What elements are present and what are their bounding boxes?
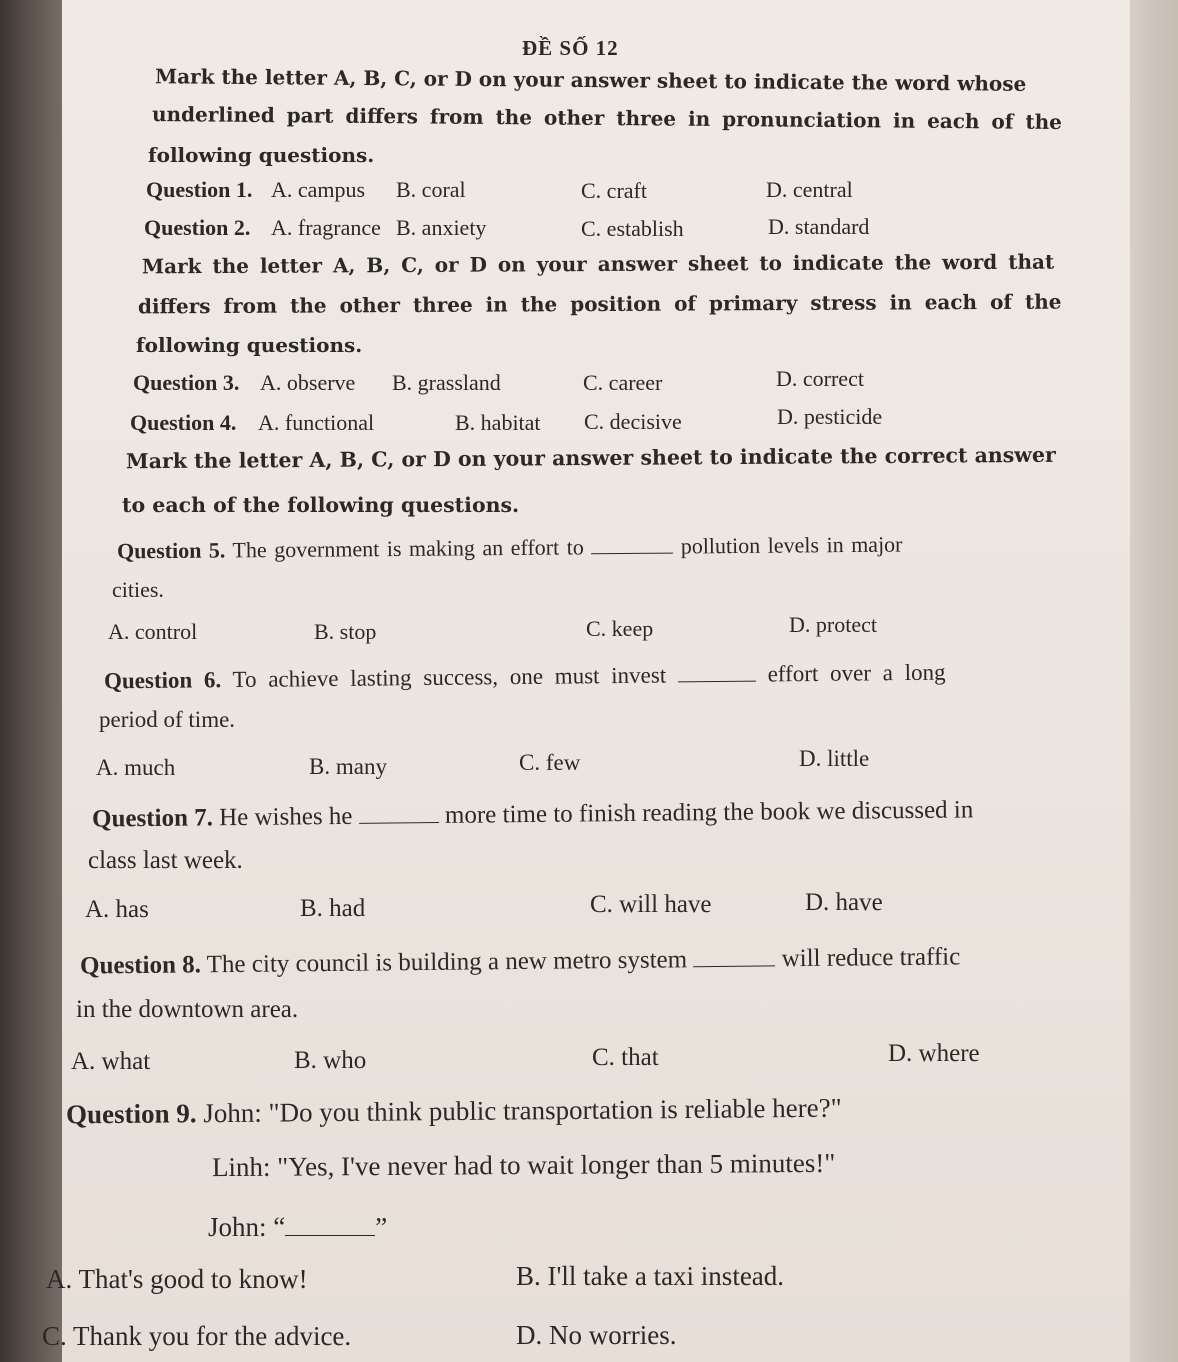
option-c: C. establish xyxy=(581,216,684,241)
option-a: A. observe xyxy=(260,370,356,395)
option-d: D. standard xyxy=(768,214,870,239)
question-label: Question 7. xyxy=(91,804,214,833)
question-stem: To achieve lasting success, one must invest xyxy=(232,662,667,693)
question-label: Question 3. xyxy=(133,370,240,395)
question-label: Question 2. xyxy=(144,215,251,240)
question-label: Question 1. xyxy=(146,177,253,202)
option-c: C. decisive xyxy=(584,409,682,434)
answer-blank xyxy=(591,531,673,555)
question-label: Question 5. xyxy=(116,537,226,564)
section2-instruction-line2: differs from the other three in the position of primary stress in each of the xyxy=(137,289,1062,319)
question-stem-continued: pollution levels in major xyxy=(680,531,903,559)
dialogue-line-john: John: "Do you think public transportation is reliable here?" xyxy=(203,1092,842,1129)
question-3 xyxy=(133,370,239,396)
section1-instruction-line3: following questions. xyxy=(148,143,375,167)
option-b: B. I'll take a taxi instead. xyxy=(516,1261,785,1291)
option-c: C. few xyxy=(519,750,581,775)
answer-blank xyxy=(693,940,775,967)
option-b: B. habitat xyxy=(455,410,541,435)
dialogue-line-linh: Linh: "Yes, I've never had to wait longer than 5 minutes!" xyxy=(211,1147,836,1183)
option-a: A. much xyxy=(96,755,176,780)
question-label: Question 9. xyxy=(65,1098,197,1130)
section1-instruction-line2: underlined part differs from the other three in pronunciation in each of the xyxy=(151,102,1063,134)
question-stem-end: period of time. xyxy=(99,707,236,732)
question-stem-end: cities. xyxy=(112,577,164,602)
option-d: D. little xyxy=(799,746,870,771)
question-stem-end: class last week. xyxy=(88,847,243,874)
option-a: A. has xyxy=(85,896,149,923)
option-b: B. anxiety xyxy=(396,215,487,240)
option-c: C. will have xyxy=(590,891,712,918)
reply-open-quote: John: “ xyxy=(208,1212,286,1242)
answer-blank xyxy=(678,658,756,683)
option-b: B. many xyxy=(309,754,387,779)
question-label: Question 4. xyxy=(130,410,237,435)
desk-background-right xyxy=(1130,0,1178,1362)
section3-instruction-line2: to each of the following questions. xyxy=(122,493,520,517)
option-a: A. fragrance xyxy=(271,215,381,240)
answer-blank xyxy=(285,1208,375,1236)
question-stem-end: in the downtown area. xyxy=(76,996,299,1023)
question-1 xyxy=(146,177,252,203)
answer-blank xyxy=(359,797,439,824)
option-b: B. stop xyxy=(314,619,377,644)
option-d: D. where xyxy=(888,1040,980,1067)
question-4 xyxy=(130,410,236,436)
option-a: A. control xyxy=(108,619,198,644)
section1-instruction-line1: Mark the letter A, B, C, or D on your answer sheet to indicate the word whose xyxy=(154,64,1027,96)
question-2 xyxy=(144,215,250,241)
question-label: Question 6. xyxy=(103,667,222,694)
option-d: D. have xyxy=(805,889,883,916)
option-d: D. correct xyxy=(776,366,864,391)
question-stem: He wishes he xyxy=(219,802,353,832)
option-a: A. what xyxy=(71,1048,151,1075)
option-b: B. who xyxy=(294,1047,367,1074)
section2-instruction-line1: Mark the letter A, B, C, or D on your answer sheet to indicate the word that xyxy=(141,249,1055,279)
question-stem-continued: will reduce traffic xyxy=(781,943,961,973)
reply-close-quote: ” xyxy=(375,1212,388,1242)
option-c: C. that xyxy=(592,1044,659,1071)
option-b: B. grassland xyxy=(392,370,501,395)
question-stem-continued: more time to finish reading the book we discussed in xyxy=(444,796,974,829)
option-d: D. pesticide xyxy=(777,404,883,429)
question-stem: The government is making an effort to xyxy=(232,534,584,563)
option-d: D. central xyxy=(766,177,853,202)
option-d: D. protect xyxy=(789,612,877,637)
option-a: A. That's good to know! xyxy=(46,1264,308,1294)
section2-instruction-line3: following questions. xyxy=(136,333,363,357)
option-a: A. functional xyxy=(258,410,375,435)
dialogue-line-john-reply xyxy=(208,1208,387,1243)
option-b: B. had xyxy=(300,895,366,922)
option-c: C. Thank you for the advice. xyxy=(42,1321,352,1351)
option-a: A. campus xyxy=(271,177,366,202)
question-stem-continued: effort over a long xyxy=(767,659,946,687)
section3-instruction-line1: Mark the letter A, B, C, or D on your answer sheet to indicate the correct answer xyxy=(125,442,1056,474)
desk-background-left xyxy=(0,0,62,1362)
option-c: C. craft xyxy=(581,178,647,203)
question-label: Question 8. xyxy=(79,951,202,980)
option-c: C. career xyxy=(583,370,663,395)
question-stem: The city council is building a new metro system xyxy=(206,946,688,979)
option-c: C. keep xyxy=(586,616,654,641)
option-b: B. coral xyxy=(396,177,466,202)
page-title: ĐỀ SỐ 12 xyxy=(522,36,619,60)
option-d: D. No worries. xyxy=(516,1320,677,1350)
